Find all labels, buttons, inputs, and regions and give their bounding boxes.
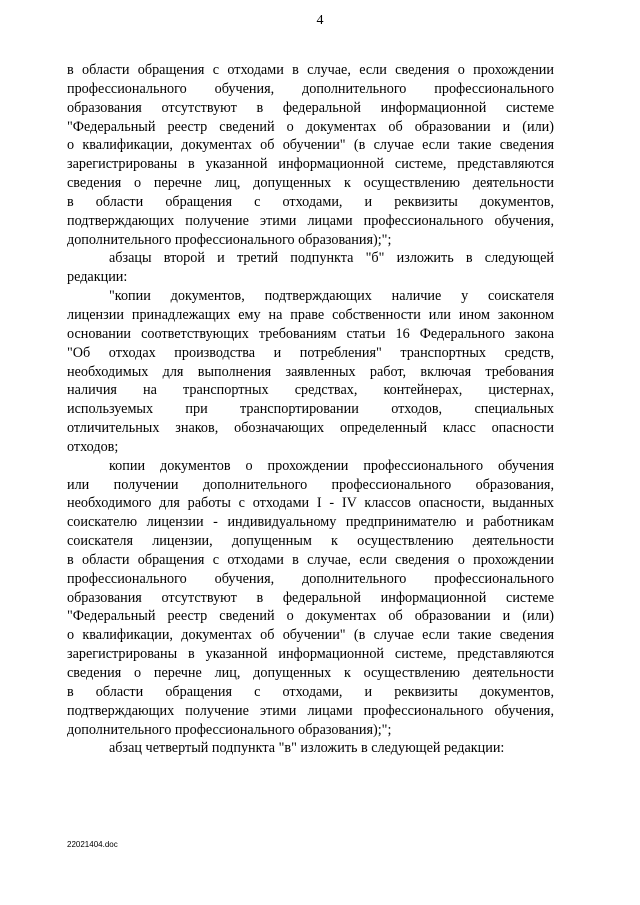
text-line: "Об отходах производства и потребления" транспортных средств, xyxy=(67,344,554,361)
text-line: отходов; xyxy=(67,438,119,455)
text-line: в области обращения с отходами, и реквизиты документов, xyxy=(67,683,554,700)
text-line: дополнительного профессионального образования);"; xyxy=(67,231,392,248)
text-line: профессионального обучения, дополнительного профессионального xyxy=(67,80,554,97)
text-line: "Федеральный реестр сведений о документах об образовании и (или) xyxy=(67,608,554,625)
text-line: дополнительного профессионального образования);"; xyxy=(67,721,392,738)
text-line: "копии документов, подтверждающих наличие у соискателя xyxy=(109,288,554,305)
text-line: о квалификации, документах об обучении" (в случае если такие сведения xyxy=(67,137,554,154)
text-line: образования отсутствуют в федеральной информационной системе xyxy=(67,589,554,606)
document-body xyxy=(67,61,554,758)
text-line: зарегистрированы в указанной информационной системе, представляются xyxy=(67,156,554,173)
document-footer-filename: 22021404.doc xyxy=(67,840,118,849)
text-line: сведения о перечне лиц, допущенных к осуществлению деятельности xyxy=(67,175,554,192)
text-line: основании соответствующих требованиям статьи 16 Федерального закона xyxy=(67,325,554,342)
text-line: "Федеральный реестр сведений о документах об образовании и (или) xyxy=(67,118,554,135)
text-line: абзацы второй и третий подпункта "б" изложить в следующей xyxy=(109,250,554,267)
text-line: в области обращения с отходами в случае, если сведения о прохождении xyxy=(67,62,554,78)
text-line: сведения о перечне лиц, допущенных к осуществлению деятельности xyxy=(67,665,554,681)
page-number: 4 xyxy=(316,13,324,28)
paragraph xyxy=(67,61,554,249)
text-line: образования отсутствуют в федеральной информационной системе xyxy=(67,99,554,116)
text-line: соискателя лицензии, допущенным к осуществлению деятельности xyxy=(67,533,554,550)
paragraph xyxy=(67,457,554,740)
text-line: отличительных знаков, обозначающих определенный класс опасности xyxy=(67,420,554,437)
text-line: необходимых для выполнения заявленных работ, включая требования xyxy=(67,363,554,380)
text-line: в области обращения с отходами в случае, если сведения о прохождении xyxy=(67,551,554,568)
paragraph xyxy=(67,249,554,287)
text-line: абзац четвертый подпункта "в" изложить в следующей редакции: xyxy=(109,740,505,757)
text-line: или получении дополнительного профессионального образования, xyxy=(67,476,554,493)
text-line: соискателю лицензии - индивидуальному предпринимателю и работникам xyxy=(67,514,554,531)
text-line: подтверждающих получение этими лицами профессионального обучения, xyxy=(67,212,554,229)
paragraph xyxy=(67,287,554,457)
text-line: копии документов о прохождении профессионального обучения xyxy=(109,457,554,474)
text-line: в области обращения с отходами, и реквизиты документов, xyxy=(67,193,554,210)
text-line: редакции: xyxy=(67,269,128,286)
text-line: о квалификации, документах об обучении" (в случае если такие сведения xyxy=(67,627,554,644)
text-line: лицензии принадлежащих ему на праве собственности или ином законном xyxy=(67,306,554,323)
text-line: наличия на транспортных средствах, контейнерах, цистернах, xyxy=(67,382,554,399)
paragraph xyxy=(67,739,554,758)
text-line: используемых при транспортировании отходов, специальных xyxy=(67,401,554,418)
text-line: подтверждающих получение этими лицами профессионального обучения, xyxy=(67,702,554,719)
text-line: необходимого для работы с отходами I - IV классов опасности, выданных xyxy=(67,495,554,512)
text-line: зарегистрированы в указанной информационной системе, представляются xyxy=(67,646,554,663)
text-line: профессионального обучения, дополнительного профессионального xyxy=(67,570,554,587)
